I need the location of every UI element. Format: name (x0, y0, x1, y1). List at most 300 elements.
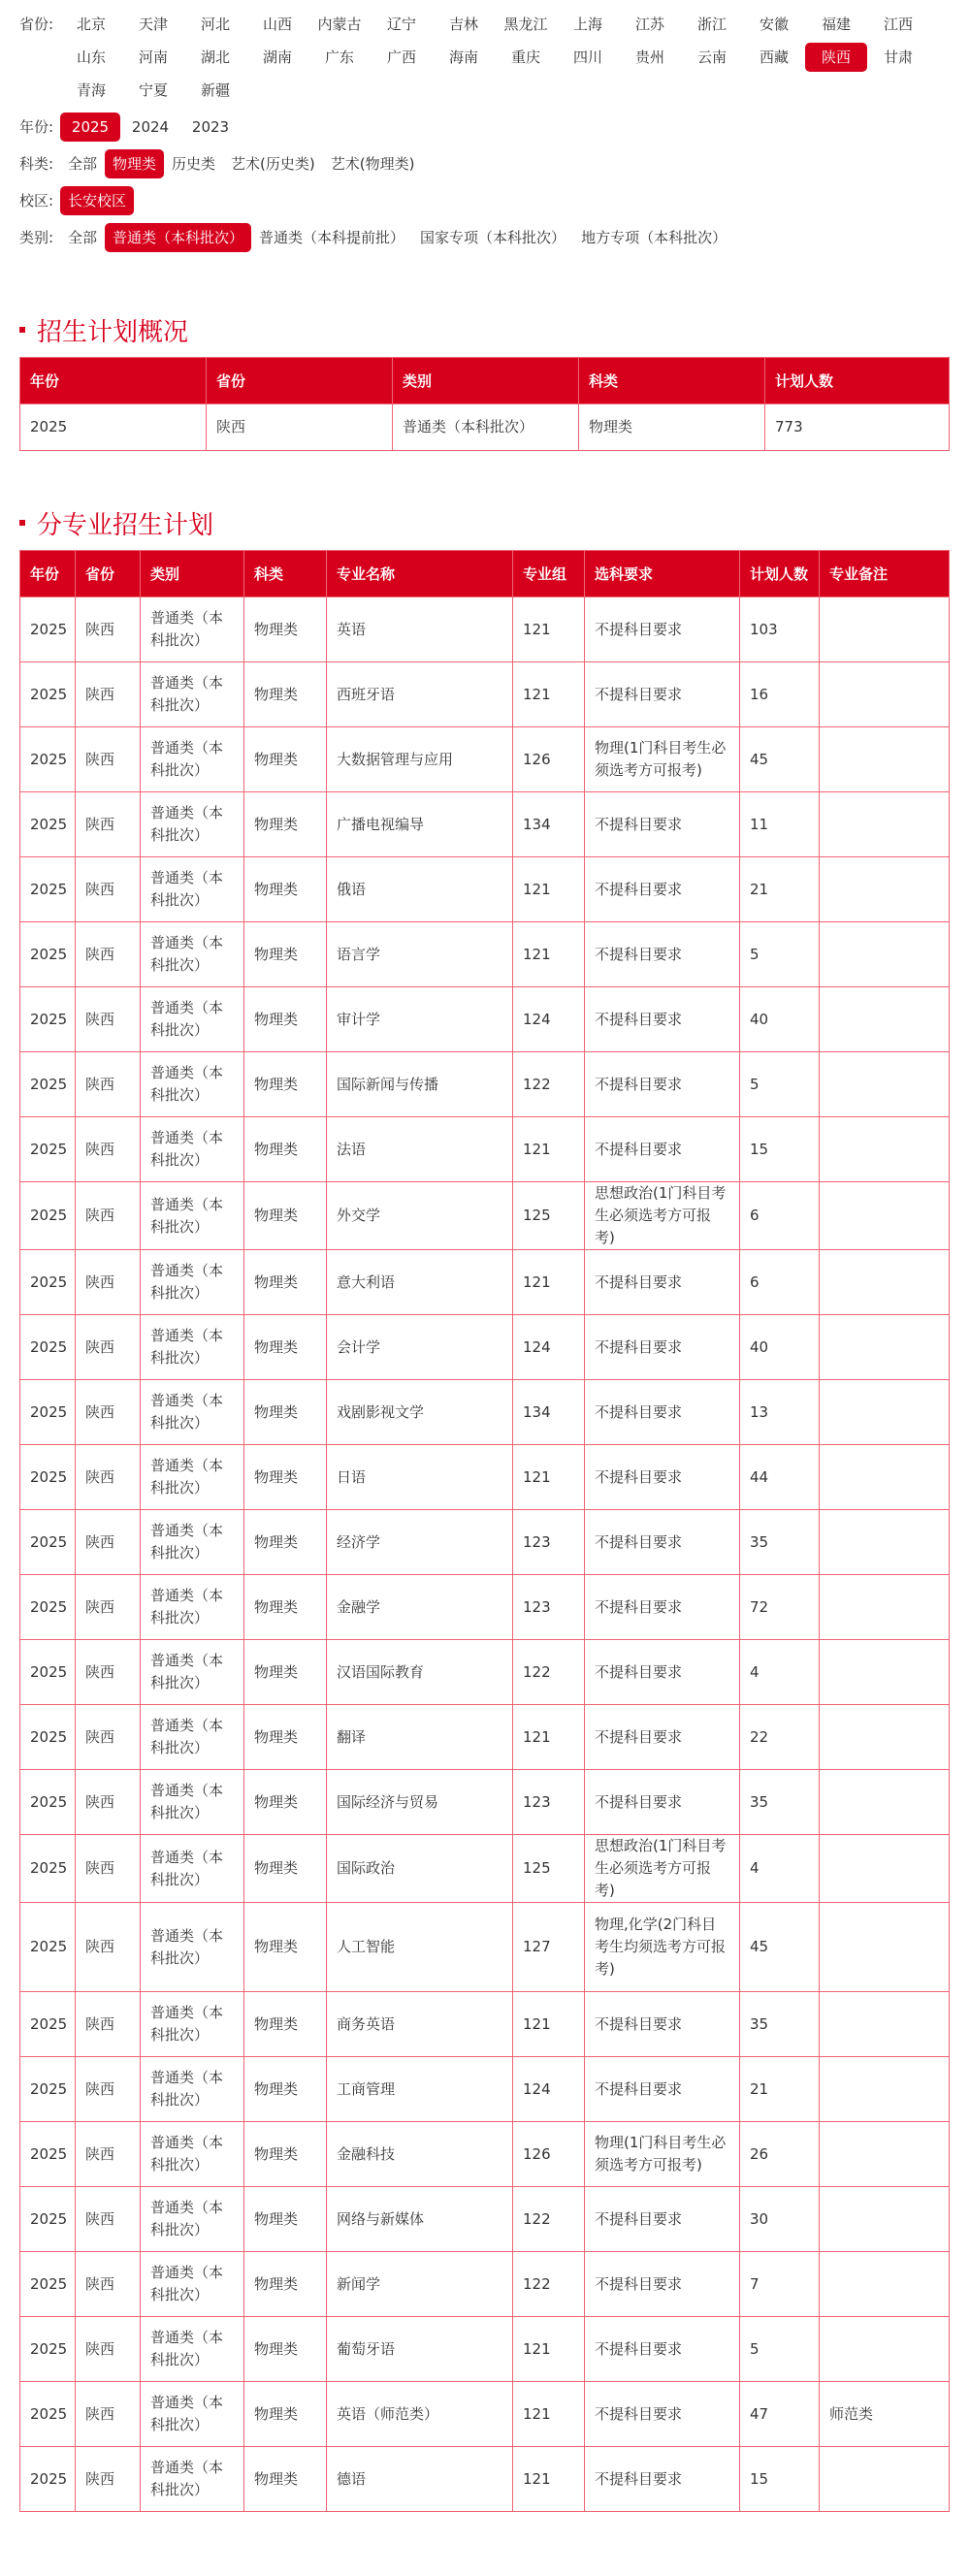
type-option[interactable]: 普通类（本科提前批） (259, 229, 405, 246)
province-option[interactable]: 新疆 (200, 81, 230, 99)
detail-table-cell: 121 (513, 2317, 585, 2382)
detail-table-cell: 陕西 (76, 1705, 141, 1770)
subject-option[interactable]: 历史类 (172, 155, 216, 173)
detail-table-cell: 30 (740, 2187, 820, 2252)
detail-table-cell: 72 (740, 1575, 820, 1640)
detail-table-cell: 47 (740, 2382, 820, 2447)
detail-table-cell (820, 1250, 950, 1315)
detail-table-cell: 普通类（本科批次） (141, 922, 244, 987)
detail-table-cell: 不提科目要求 (585, 1315, 740, 1380)
detail-table-cell: 国际政治 (327, 1835, 513, 1903)
detail-table-cell: 陕西 (76, 1250, 141, 1315)
detail-table-cell: 英语 (327, 597, 513, 662)
detail-table-cell: 123 (513, 1770, 585, 1835)
filter-panel (19, 8, 951, 254)
detail-table-cell: 物理类 (244, 597, 327, 662)
detail-table-cell: 陕西 (76, 1182, 141, 1250)
subject-option[interactable]: 艺术(历史类) (231, 155, 315, 173)
detail-table-cell (820, 597, 950, 662)
province-option[interactable]: 江苏 (634, 16, 664, 33)
detail-table-cell: 陕西 (76, 2122, 141, 2187)
detail-table-cell: 师范类 (820, 2382, 950, 2447)
subject-option[interactable]: 艺术(物理类) (330, 155, 415, 173)
table-row (20, 1510, 950, 1575)
province-option[interactable]: 贵州 (634, 48, 664, 66)
detail-table-cell: 普通类（本科批次） (141, 987, 244, 1052)
detail-table-cell: 普通类（本科批次） (141, 1510, 244, 1575)
detail-table-cell (820, 792, 950, 857)
detail-table-cell (820, 1903, 950, 1992)
detail-table-cell: 物理类 (244, 2252, 327, 2317)
detail-table-cell: 2025 (20, 1835, 76, 1903)
detail-table-cell: 陕西 (76, 2382, 141, 2447)
province-option[interactable]: 湖南 (262, 48, 292, 66)
province-option[interactable]: 甘肃 (883, 48, 913, 66)
detail-table-cell: 2025 (20, 1510, 76, 1575)
subject-filter-row (19, 147, 951, 180)
table-row (20, 1575, 950, 1640)
detail-table-cell: 125 (513, 1835, 585, 1903)
detail-table-cell: 工商管理 (327, 2057, 513, 2122)
detail-table-cell: 物理(1门科目考生必须选考方可报考) (585, 727, 740, 792)
detail-column-header: 专业名称 (327, 551, 513, 597)
detail-table-cell (820, 2317, 950, 2382)
detail-table-cell: 134 (513, 792, 585, 857)
table-row (20, 2447, 950, 2512)
detail-table-cell (820, 1992, 950, 2057)
table-row (20, 2057, 950, 2122)
province-option[interactable]: 河北 (200, 16, 230, 33)
detail-table-cell: 陕西 (76, 792, 141, 857)
detail-table-cell: 陕西 (76, 1117, 141, 1182)
detail-table-cell: 11 (740, 792, 820, 857)
detail-table-cell: 44 (740, 1445, 820, 1510)
detail-table-cell: 西班牙语 (327, 662, 513, 727)
detail-table-cell: 2025 (20, 1445, 76, 1510)
detail-table-cell: 不提科目要求 (585, 1117, 740, 1182)
overview-table-cell: 普通类（本科批次） (393, 404, 579, 451)
detail-table-cell: 普通类（本科批次） (141, 1315, 244, 1380)
detail-table-cell: 2025 (20, 662, 76, 727)
detail-table-cell: 22 (740, 1705, 820, 1770)
detail-table-cell: 不提科目要求 (585, 597, 740, 662)
table-row (20, 727, 950, 792)
detail-table-cell: 2025 (20, 2252, 76, 2317)
detail-table-cell: 121 (513, 1250, 585, 1315)
detail-title-text: 分专业招生计划 (37, 510, 214, 540)
detail-table-cell: 普通类（本科批次） (141, 597, 244, 662)
province-option[interactable]: 北京 (76, 16, 106, 33)
detail-table-cell: 4 (740, 1640, 820, 1705)
detail-table-cell: 不提科目要求 (585, 2317, 740, 2382)
detail-table-cell: 陕西 (76, 2252, 141, 2317)
detail-table-cell: 商务英语 (327, 1992, 513, 2057)
detail-table-cell: 124 (513, 2057, 585, 2122)
subject-option[interactable]: 物理类 (105, 149, 164, 178)
detail-table-cell: 103 (740, 597, 820, 662)
overview-column-header: 计划人数 (765, 358, 950, 404)
detail-table-cell: 会计学 (327, 1315, 513, 1380)
detail-table-cell: 陕西 (76, 2447, 141, 2512)
province-option[interactable]: 云南 (696, 48, 727, 66)
detail-table-cell: 陕西 (76, 597, 141, 662)
detail-table-cell: 普通类（本科批次） (141, 1052, 244, 1117)
province-option[interactable]: 安徽 (759, 16, 789, 33)
detail-table-cell: 普通类（本科批次） (141, 662, 244, 727)
type-option[interactable]: 地方专项（本科批次） (581, 229, 728, 246)
detail-table-cell: 物理类 (244, 987, 327, 1052)
detail-table-cell: 语言学 (327, 922, 513, 987)
detail-table-cell (820, 2447, 950, 2512)
detail-column-header: 专业组 (513, 551, 585, 597)
detail-table-cell: 不提科目要求 (585, 1250, 740, 1315)
detail-table-cell: 新闻学 (327, 2252, 513, 2317)
detail-table-cell: 5 (740, 922, 820, 987)
overview-column-header: 科类 (579, 358, 765, 404)
detail-table-cell: 不提科目要求 (585, 2382, 740, 2447)
detail-table-cell: 物理类 (244, 1315, 327, 1380)
overview-table-cell: 物理类 (579, 404, 765, 451)
detail-table-cell: 陕西 (76, 922, 141, 987)
detail-table-cell: 6 (740, 1250, 820, 1315)
detail-table-cell: 物理类 (244, 662, 327, 727)
overview-table-cell: 2025 (20, 404, 207, 451)
detail-table-cell: 普通类（本科批次） (141, 2252, 244, 2317)
detail-table-cell: 普通类（本科批次） (141, 1182, 244, 1250)
detail-table-cell: 汉语国际教育 (327, 1640, 513, 1705)
type-option[interactable]: 全部 (68, 229, 98, 246)
detail-table-cell (820, 1510, 950, 1575)
overview-table-cell: 773 (765, 404, 950, 451)
detail-table-cell: 普通类（本科批次） (141, 1770, 244, 1835)
detail-table-cell: 普通类（本科批次） (141, 1117, 244, 1182)
campus-option[interactable]: 长安校区 (60, 186, 134, 215)
detail-table-cell: 2025 (20, 1117, 76, 1182)
province-option[interactable]: 四川 (572, 48, 602, 66)
province-option[interactable]: 山东 (76, 48, 106, 66)
detail-table-cell: 大数据管理与应用 (327, 727, 513, 792)
detail-table-cell: 法语 (327, 1117, 513, 1182)
detail-table-cell: 普通类（本科批次） (141, 1250, 244, 1315)
detail-table-cell: 2025 (20, 1380, 76, 1445)
campus-options (60, 184, 951, 217)
overview-title-text: 招生计划概况 (37, 317, 189, 347)
detail-table-cell: 普通类（本科批次） (141, 857, 244, 922)
detail-table-cell: 物理类 (244, 1770, 327, 1835)
title-bullet-icon (19, 520, 25, 526)
detail-table-cell: 2025 (20, 2122, 76, 2187)
detail-table-cell: 不提科目要求 (585, 1380, 740, 1445)
type-option[interactable]: 普通类（本科批次） (105, 223, 251, 252)
subject-options (60, 147, 951, 180)
table-row (20, 597, 950, 662)
province-option[interactable]: 辽宁 (386, 16, 416, 33)
province-option[interactable]: 广西 (386, 48, 416, 66)
detail-table-cell: 物理类 (244, 2447, 327, 2512)
detail-table-cell: 陕西 (76, 1575, 141, 1640)
province-option[interactable]: 海南 (448, 48, 478, 66)
detail-table-cell: 普通类（本科批次） (141, 1380, 244, 1445)
detail-column-header: 年份 (20, 551, 76, 597)
detail-table-cell (820, 987, 950, 1052)
table-row (20, 857, 950, 922)
detail-table-cell: 国际新闻与传播 (327, 1052, 513, 1117)
detail-table-cell: 121 (513, 1992, 585, 2057)
table-row (20, 1052, 950, 1117)
detail-table-cell (820, 2122, 950, 2187)
campus-filter-row (19, 184, 951, 217)
province-option[interactable]: 青海 (76, 81, 106, 99)
detail-table-cell: 陕西 (76, 1992, 141, 2057)
detail-table-cell: 2025 (20, 727, 76, 792)
province-option[interactable]: 陕西 (805, 43, 867, 72)
detail-table-cell: 35 (740, 1992, 820, 2057)
province-option[interactable]: 浙江 (696, 16, 727, 33)
detail-table-cell: 物理类 (244, 727, 327, 792)
detail-table-cell: 123 (513, 1510, 585, 1575)
year-filter-row (19, 111, 951, 144)
province-option[interactable]: 广东 (324, 48, 354, 66)
detail-table-cell: 物理类 (244, 2317, 327, 2382)
detail-table-cell: 121 (513, 2447, 585, 2512)
detail-table-cell: 不提科目要求 (585, 662, 740, 727)
detail-table-cell: 物理类 (244, 1380, 327, 1445)
detail-table-cell: 普通类（本科批次） (141, 727, 244, 792)
detail-table-cell: 普通类（本科批次） (141, 1835, 244, 1903)
table-row (20, 2317, 950, 2382)
detail-table-cell: 21 (740, 857, 820, 922)
detail-table-cell: 普通类（本科批次） (141, 1640, 244, 1705)
detail-table-cell: 普通类（本科批次） (141, 792, 244, 857)
detail-table-cell: 陕西 (76, 1380, 141, 1445)
detail-table-cell (820, 1705, 950, 1770)
detail-table-cell: 物理类 (244, 2187, 327, 2252)
detail-table-cell: 134 (513, 1380, 585, 1445)
detail-table-cell: 121 (513, 1117, 585, 1182)
detail-table-cell: 思想政治(1门科目考生必须选考方可报考) (585, 1835, 740, 1903)
year-option[interactable]: 2023 (191, 118, 230, 136)
detail-column-header: 省份 (76, 551, 141, 597)
detail-table-cell: 陕西 (76, 1052, 141, 1117)
detail-table-cell: 日语 (327, 1445, 513, 1510)
table-row (20, 1315, 950, 1380)
detail-table-cell: 15 (740, 1117, 820, 1182)
table-row (20, 1380, 950, 1445)
overview-column-header: 年份 (20, 358, 207, 404)
table-row (20, 2122, 950, 2187)
detail-table-cell: 物理类 (244, 2382, 327, 2447)
detail-table-cell: 普通类（本科批次） (141, 2122, 244, 2187)
detail-column-header: 选科要求 (585, 551, 740, 597)
detail-table-cell (820, 1315, 950, 1380)
detail-table-cell: 5 (740, 1052, 820, 1117)
detail-table-cell: 国际经济与贸易 (327, 1770, 513, 1835)
detail-table-cell: 经济学 (327, 1510, 513, 1575)
detail-table-cell (820, 1835, 950, 1903)
province-option[interactable]: 吉林 (448, 16, 478, 33)
detail-table-cell (820, 2187, 950, 2252)
detail-table-cell: 物理类 (244, 1052, 327, 1117)
detail-table-cell: 2025 (20, 1182, 76, 1250)
province-option[interactable]: 江西 (883, 16, 913, 33)
detail-table-cell: 不提科目要求 (585, 1705, 740, 1770)
detail-table-cell: 126 (513, 727, 585, 792)
province-option[interactable]: 重庆 (510, 48, 540, 66)
detail-table-cell: 121 (513, 1705, 585, 1770)
type-options (60, 221, 951, 254)
table-row (20, 1250, 950, 1315)
detail-table-cell: 德语 (327, 2447, 513, 2512)
province-option[interactable]: 湖北 (200, 48, 230, 66)
table-row (20, 1770, 950, 1835)
detail-table-cell: 不提科目要求 (585, 2187, 740, 2252)
detail-table-cell: 2025 (20, 2447, 76, 2512)
detail-table-cell: 2025 (20, 1052, 76, 1117)
detail-table-cell: 物理(1门科目考生必须选考方可报考) (585, 2122, 740, 2187)
detail-table-cell (820, 1770, 950, 1835)
detail-table-cell: 金融学 (327, 1575, 513, 1640)
detail-table-cell: 35 (740, 1510, 820, 1575)
province-option[interactable]: 天津 (138, 16, 168, 33)
detail-table-cell: 13 (740, 1380, 820, 1445)
title-bullet-icon (19, 327, 25, 333)
detail-table-cell: 陕西 (76, 857, 141, 922)
table-row (20, 1117, 950, 1182)
detail-table-cell: 翻译 (327, 1705, 513, 1770)
table-row (20, 2382, 950, 2447)
detail-table-cell: 126 (513, 2122, 585, 2187)
detail-table-cell: 英语（师范类） (327, 2382, 513, 2447)
detail-table-cell: 陕西 (76, 1445, 141, 1510)
detail-table-cell: 广播电视编导 (327, 792, 513, 857)
province-filter-row (19, 8, 951, 107)
detail-table-cell: 葡萄牙语 (327, 2317, 513, 2382)
detail-table-cell: 不提科目要求 (585, 1640, 740, 1705)
detail-table-cell: 物理类 (244, 2057, 327, 2122)
overview-table (19, 357, 950, 451)
detail-table-cell: 45 (740, 727, 820, 792)
detail-table-cell: 普通类（本科批次） (141, 1705, 244, 1770)
detail-table-cell: 物理类 (244, 922, 327, 987)
detail-column-header: 计划人数 (740, 551, 820, 597)
detail-table-cell: 普通类（本科批次） (141, 1445, 244, 1510)
detail-table-cell: 不提科目要求 (585, 2252, 740, 2317)
province-option[interactable]: 内蒙古 (317, 16, 362, 33)
detail-table-cell: 物理类 (244, 1250, 327, 1315)
overview-column-header: 省份 (207, 358, 393, 404)
detail-table-cell: 123 (513, 1575, 585, 1640)
detail-table-cell (820, 1640, 950, 1705)
detail-table-cell: 物理类 (244, 2122, 327, 2187)
detail-table-cell: 2025 (20, 922, 76, 987)
detail-table-cell: 122 (513, 2187, 585, 2252)
detail-table-cell: 40 (740, 1315, 820, 1380)
detail-table-cell: 陕西 (76, 727, 141, 792)
detail-table-cell: 戏剧影视文学 (327, 1380, 513, 1445)
detail-table-cell: 121 (513, 1445, 585, 1510)
table-row (20, 792, 950, 857)
table-row (20, 1903, 950, 1992)
detail-table-cell: 不提科目要求 (585, 1575, 740, 1640)
detail-table-cell: 物理类 (244, 1575, 327, 1640)
year-option[interactable]: 2024 (131, 118, 170, 136)
detail-table-cell: 40 (740, 987, 820, 1052)
province-option[interactable]: 黑龙江 (503, 16, 548, 33)
province-option[interactable]: 山西 (262, 16, 292, 33)
detail-table-cell (820, 857, 950, 922)
detail-column-header: 专业备注 (820, 551, 950, 597)
detail-table-cell: 2025 (20, 2317, 76, 2382)
detail-table-cell: 不提科目要求 (585, 792, 740, 857)
detail-table-cell (820, 1117, 950, 1182)
table-row (20, 922, 950, 987)
table-row (20, 662, 950, 727)
detail-table-cell: 物理类 (244, 1510, 327, 1575)
province-option[interactable]: 宁夏 (138, 81, 168, 99)
table-row (20, 1992, 950, 2057)
detail-table-cell: 陕西 (76, 1770, 141, 1835)
detail-table-cell: 物理类 (244, 792, 327, 857)
subject-filter-label: 科类: (19, 155, 54, 173)
detail-table-cell: 陕西 (76, 1640, 141, 1705)
detail-table-cell: 不提科目要求 (585, 857, 740, 922)
detail-table-cell: 金融科技 (327, 2122, 513, 2187)
detail-table-cell: 不提科目要求 (585, 1510, 740, 1575)
overview-section-title (19, 310, 951, 349)
detail-table-cell: 陕西 (76, 1835, 141, 1903)
detail-table-cell: 2025 (20, 1770, 76, 1835)
province-option[interactable]: 西藏 (759, 48, 789, 66)
detail-table-cell: 审计学 (327, 987, 513, 1052)
detail-table-cell: 物理类 (244, 1992, 327, 2057)
province-option[interactable]: 河南 (138, 48, 168, 66)
table-row (20, 2187, 950, 2252)
year-option[interactable]: 2025 (60, 113, 120, 142)
detail-table-cell: 121 (513, 597, 585, 662)
detail-table-cell (820, 1052, 950, 1117)
province-option[interactable]: 上海 (572, 16, 602, 33)
detail-table-cell: 121 (513, 2382, 585, 2447)
type-option[interactable]: 国家专项（本科批次） (420, 229, 566, 246)
detail-table-cell: 普通类（本科批次） (141, 1903, 244, 1992)
table-row (20, 987, 950, 1052)
detail-table-cell: 2025 (20, 2187, 76, 2252)
detail-table-cell: 意大利语 (327, 1250, 513, 1315)
detail-table-cell: 45 (740, 1903, 820, 1992)
detail-table-cell (820, 1380, 950, 1445)
detail-table-cell: 21 (740, 2057, 820, 2122)
detail-table-cell: 物理类 (244, 1445, 327, 1510)
detail-column-header: 类别 (141, 551, 244, 597)
detail-table-cell: 物理类 (244, 1182, 327, 1250)
province-option[interactable]: 福建 (821, 16, 851, 33)
detail-table-cell: 不提科目要求 (585, 1992, 740, 2057)
detail-table-cell: 物理类 (244, 1705, 327, 1770)
subject-option[interactable]: 全部 (68, 155, 98, 173)
detail-table-cell (820, 1445, 950, 1510)
detail-table-cell: 普通类（本科批次） (141, 2382, 244, 2447)
detail-table-cell: 普通类（本科批次） (141, 1992, 244, 2057)
table-row (20, 1640, 950, 1705)
detail-table-cell: 2025 (20, 792, 76, 857)
detail-table-cell: 网络与新媒体 (327, 2187, 513, 2252)
detail-table-cell: 陕西 (76, 987, 141, 1052)
detail-table-cell: 不提科目要求 (585, 987, 740, 1052)
detail-table-cell: 2025 (20, 597, 76, 662)
detail-table-cell: 2025 (20, 1992, 76, 2057)
detail-table-cell: 2025 (20, 987, 76, 1052)
detail-table-cell: 不提科目要求 (585, 1445, 740, 1510)
